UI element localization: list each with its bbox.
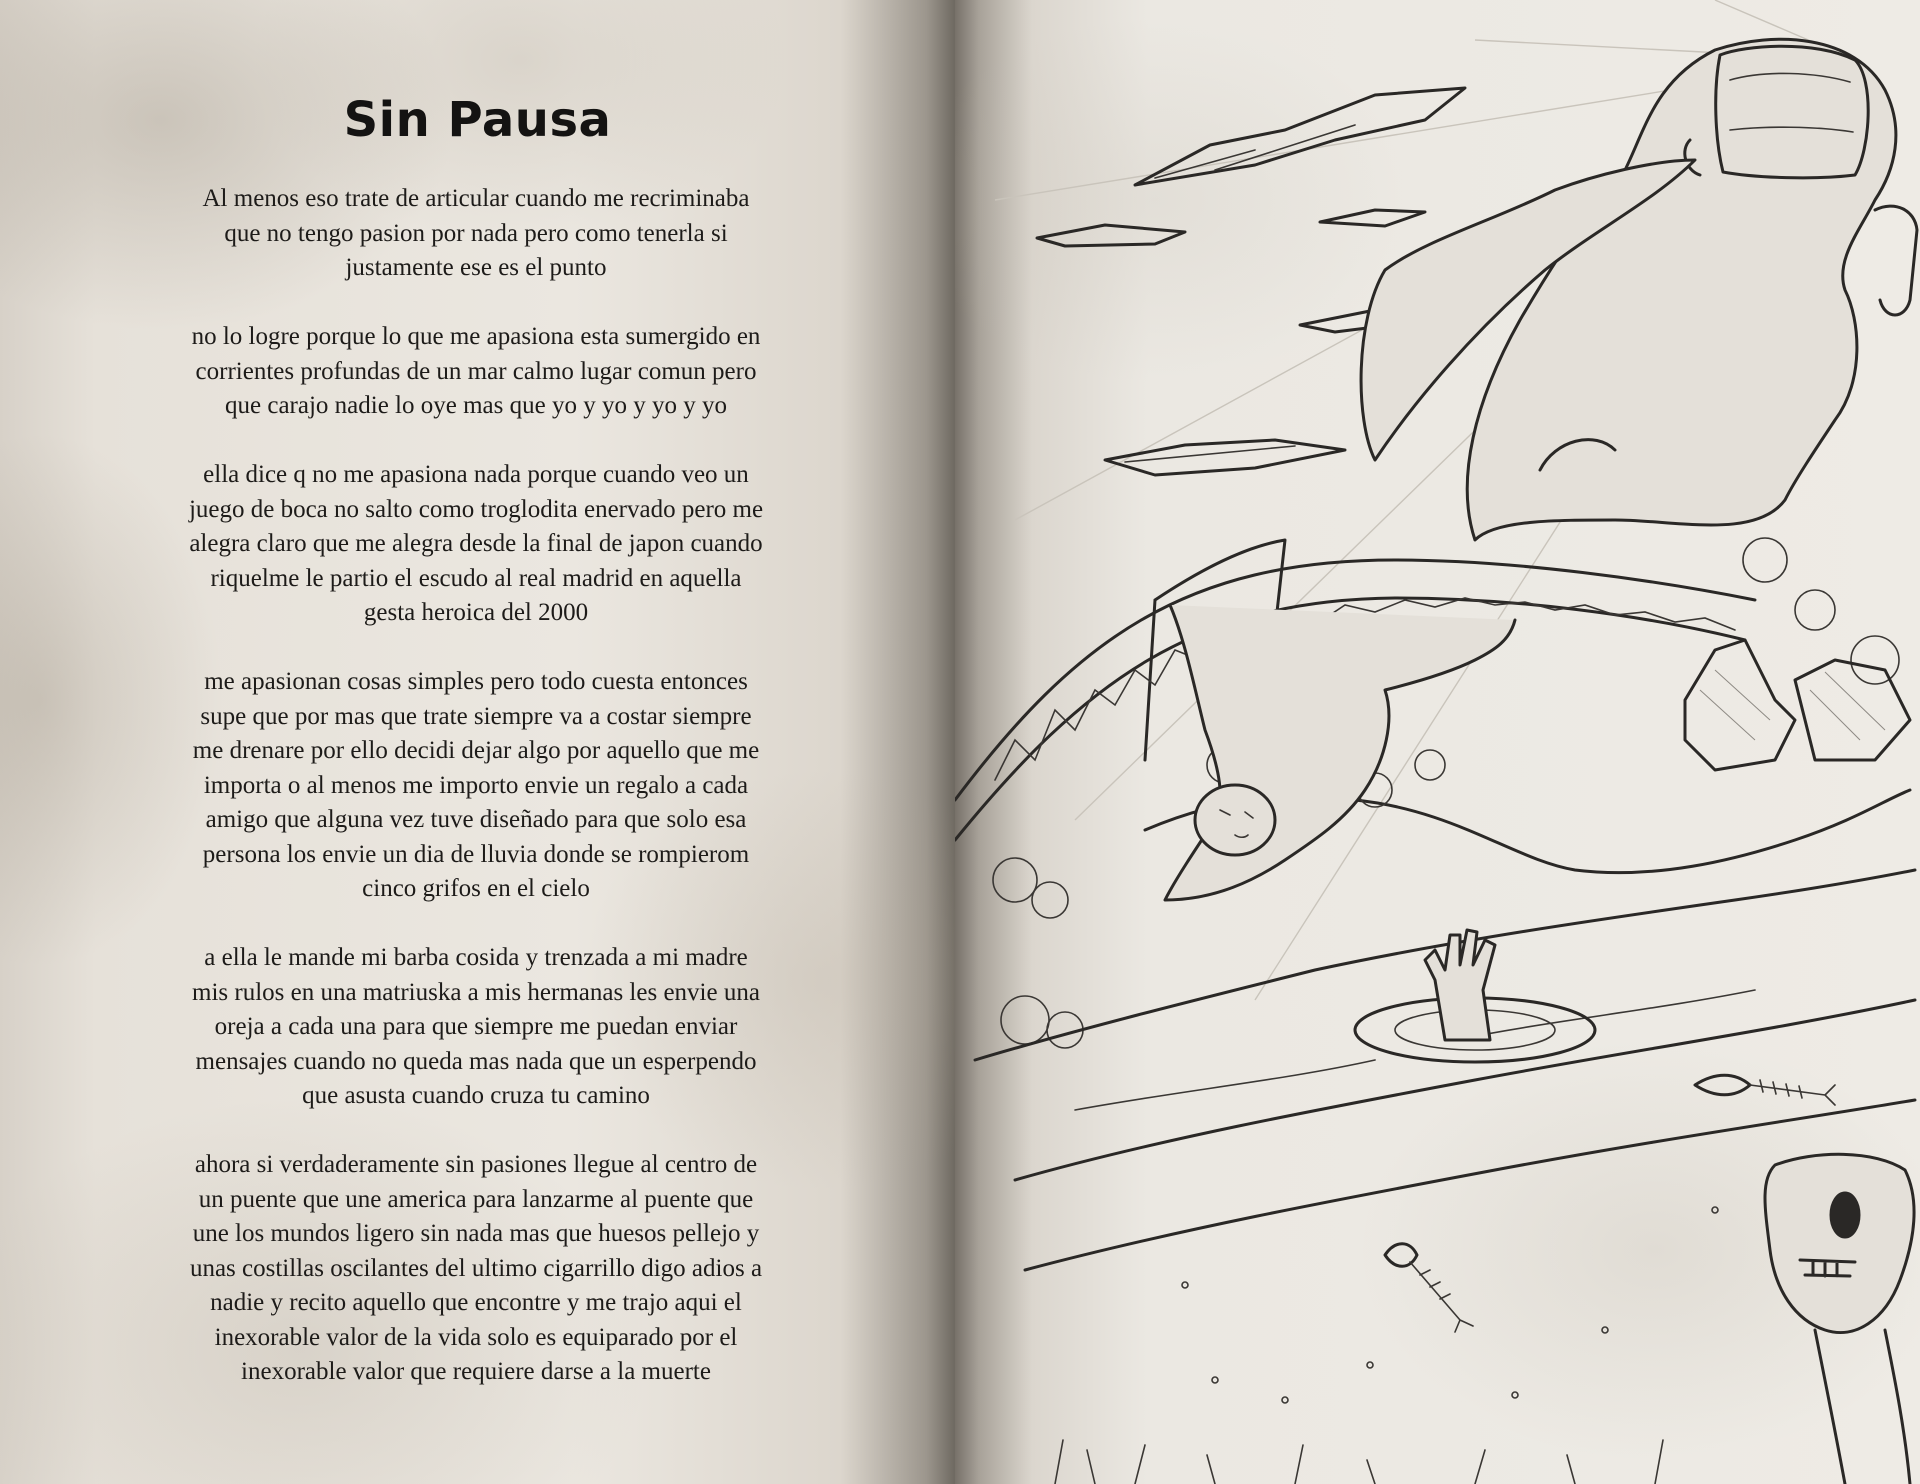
stanza xyxy=(135,182,817,286)
poem-line: no lo logre porque lo que me apasiona esta sumergido en xyxy=(191,323,761,350)
stanza xyxy=(135,941,817,1114)
poem-line: cinco grifos en el cielo xyxy=(362,875,590,902)
whirlpool-with-hand xyxy=(1355,930,1595,1062)
stanza xyxy=(135,320,817,424)
poem-line: inexorable valor que requiere darse a la muerte xyxy=(241,1358,711,1385)
skull-figure xyxy=(1765,1154,1914,1484)
poem-line: juego de boca no salto como troglodita enervado pero me xyxy=(188,495,764,523)
poem-line: que carajo nadie lo oye mas que yo y yo y yo y yo xyxy=(225,392,727,419)
poem-line: inexorable valor de la vida solo es equiparado por el xyxy=(214,1323,738,1351)
poem-line: riquelme le partio el escudo al real madrid en aquella xyxy=(210,564,742,592)
poem-title: Sin Pausa xyxy=(343,92,612,148)
bubbles xyxy=(1182,1207,1718,1403)
poem-line: ella dice q no me apasiona nada porque cuando veo un xyxy=(203,461,749,488)
poem-line: corrientes profundas de un mar calmo lugar comun pero xyxy=(195,357,757,385)
giant-thinking-figure xyxy=(1361,39,1917,540)
surreal-ink-illustration xyxy=(955,0,1920,1484)
poem-line: unas costillas oscilantes del ultimo cigarrillo digo adios a xyxy=(189,1254,763,1282)
poem-line: a ella le mande mi barba cosida y trenzada a mi madre xyxy=(204,944,748,971)
poem-line: me drenare por ello decidi dejar algo por aquello que me xyxy=(192,737,760,764)
left-page xyxy=(0,0,955,1484)
poem-line: que asusta cuando cruza tu camino xyxy=(302,1082,650,1109)
poem-line: alegra claro que me alegra desde la final de japon cuando xyxy=(189,530,763,557)
poem-line: supe que por mas que trate siempre va a costar siempre xyxy=(200,702,752,730)
stanza xyxy=(135,665,817,907)
poem-line: persona los envie un dia de lluvia donde se rompierom xyxy=(202,840,750,868)
poem-line: que no tengo pasion por nada pero como tenerla si xyxy=(224,219,728,247)
rock-formations xyxy=(1685,640,1910,770)
falling-man xyxy=(1165,605,1515,900)
poem-line: gesta heroica del 2000 xyxy=(363,599,589,626)
poem-line: mensajes cuando no queda mas nada que un esperpendo xyxy=(195,1047,757,1075)
poem-body xyxy=(135,182,817,1424)
right-page xyxy=(955,0,1920,1484)
poem-line: mis rulos en una matriuska a mis hermanas les envie una xyxy=(192,978,760,1006)
poem-line: une los mundos ligero sin nada mas que huesos pellejo y xyxy=(192,1220,760,1247)
poem-line: ahora si verdaderamente sin pasiones llegue al centro de xyxy=(194,1151,758,1178)
seabed-grass xyxy=(1055,1440,1663,1484)
stanza xyxy=(135,458,817,631)
poem-line: nadie y recito aquello que encontre y me trajo aqui el xyxy=(210,1289,742,1316)
poem-line: un puente que une america para lanzarme al puente que xyxy=(198,1185,754,1213)
poem-line: importa o al menos me importo envie un regalo a cada xyxy=(203,771,749,799)
stanza xyxy=(135,1148,817,1390)
poem-line: me apasionan cosas simples pero todo cuesta entonces xyxy=(204,668,748,695)
poem-line: Al menos eso trate de articular cuando me recriminaba xyxy=(202,185,750,212)
poem-line: oreja a cada una para que siempre me puedan enviar xyxy=(214,1013,738,1040)
poem-line: justamente ese es el punto xyxy=(345,254,607,281)
poem-line: amigo que alguna vez tuve diseñado para que solo esa xyxy=(205,806,747,833)
